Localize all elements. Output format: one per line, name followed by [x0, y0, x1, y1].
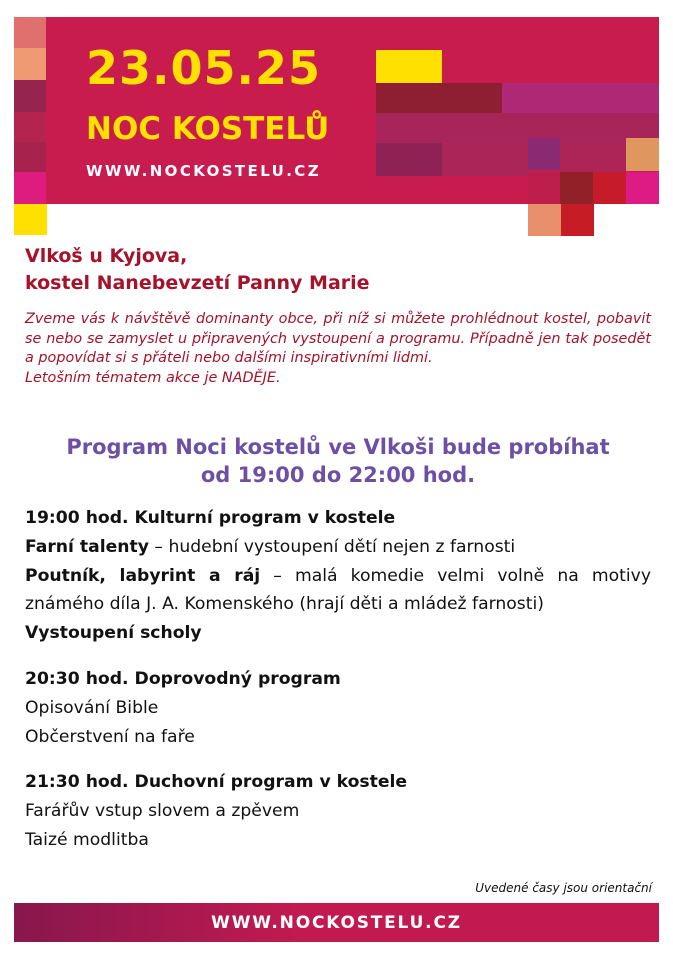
item-desc: – hudební vystoupení dětí nejen z farnosti: [148, 536, 516, 557]
footer-banner: [14, 903, 659, 942]
schedule-item: [25, 562, 651, 620]
program-heading-time: od 19:00 do 22:00 hod.: [200, 463, 476, 487]
location-village: Vlkoš u Kyjova,: [25, 245, 188, 267]
schedule-heading-2030: 20:30 hod. Doprovodný program: [25, 668, 341, 689]
footer-website[interactable]: WWW.NOCKOSTELU.CZ: [211, 913, 462, 933]
location: [25, 243, 655, 297]
schedule-item: Opisování Bible: [25, 697, 159, 718]
schedule-item: Vystoupení scholy: [25, 623, 202, 644]
header-website[interactable]: WWW.NOCKOSTELU.CZ: [86, 162, 321, 180]
location-church: kostel Nanebevzetí Panny Marie: [25, 272, 370, 294]
item-title: Poutník, labyrint a ráj: [25, 565, 261, 586]
event-date: 23.05.25: [86, 41, 321, 95]
item-desc: – malá komedie velmi volně na motivy známého díla J. A. Komenského (hrají děti a mládež farnosti): [25, 565, 651, 615]
invitation-text: Zveme vás k návštěvě dominanty obce, při níž si můžete prohlédnout kostel, pobavit se nebo se zamyslet u připravených vystoupení a programu. Případně jen tak posedět a popovídat si s přáteli nebo dalšími inspirativními lidmi.: [25, 311, 651, 366]
decor-tile: [14, 204, 47, 235]
decor-tile: [561, 204, 594, 236]
invitation-theme: Letošním tématem akce je NADĚJE.: [25, 369, 281, 386]
header-banner: [14, 17, 659, 204]
times-note: Uvedené časy jsou orientační: [475, 881, 652, 895]
program-heading-line1: Program Noci kostelů ve Vlkoši bude probíhat: [66, 435, 610, 459]
program-heading: [25, 433, 651, 489]
decor-tile: [528, 204, 561, 236]
schedule-item: Farářův vstup slovem a zpěvem: [25, 801, 300, 822]
schedule-heading-2130: 21:30 hod. Duchovní program v kostele: [25, 772, 408, 793]
schedule-item: Taizé modlitba: [25, 829, 149, 850]
item-title: Farní talenty: [25, 536, 149, 557]
schedule-item: Občerstvení na faře: [25, 726, 195, 747]
schedule-item: [25, 533, 651, 562]
schedule: [25, 504, 651, 855]
schedule-heading-1900: 19:00 hod. Kulturní program v kostele: [25, 508, 396, 528]
event-title: NOC KOSTELŮ: [86, 111, 330, 147]
invitation: [25, 310, 651, 388]
